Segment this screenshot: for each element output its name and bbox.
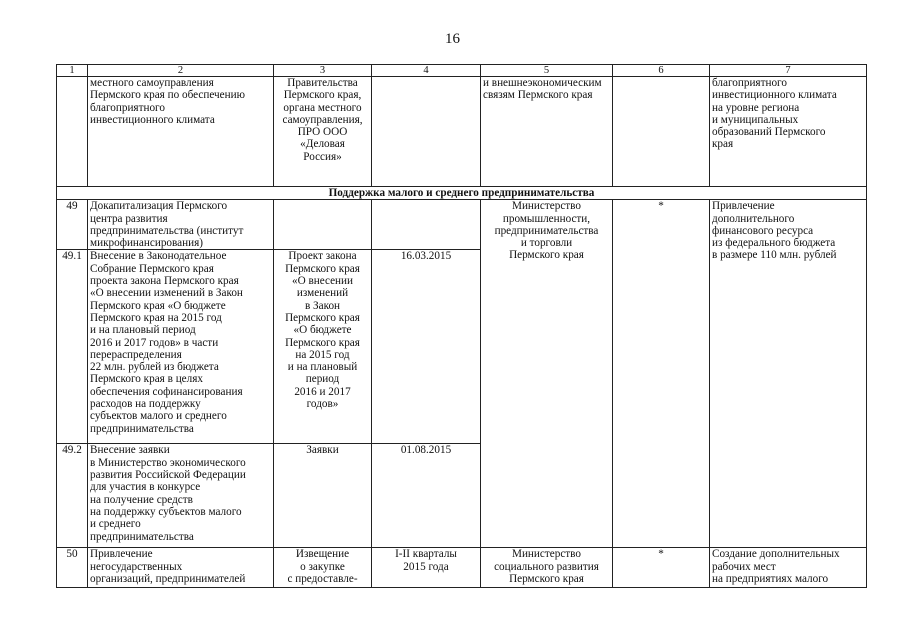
document-cell bbox=[274, 444, 372, 548]
cell-line: и внешнеэкономическим bbox=[483, 77, 602, 89]
cell-line: Заявки bbox=[306, 444, 339, 457]
result-cell bbox=[710, 200, 867, 548]
cell-line: и торговли bbox=[520, 237, 573, 250]
cell-line: Внесение заявки bbox=[90, 444, 170, 457]
deadline-text: 01.08.2015 bbox=[400, 444, 452, 457]
row-number: 49.2 bbox=[62, 444, 82, 457]
result-cell bbox=[710, 548, 867, 588]
row-number-cell bbox=[57, 548, 88, 588]
cell-line: из федерального бюджета bbox=[712, 237, 836, 250]
cell-line: Докапитализация Пермского bbox=[90, 200, 228, 213]
document-cell bbox=[274, 77, 372, 187]
section-heading: Поддержка малого и среднего предпринимательства bbox=[57, 187, 867, 200]
cell-line: Внесение в Законодательное bbox=[90, 250, 227, 263]
cell-line: предпринимательства (институт bbox=[90, 224, 244, 237]
cell-line: и муниципальных bbox=[712, 113, 799, 126]
cell-line: «О бюджете bbox=[293, 324, 352, 337]
cell-line: дополнительного bbox=[712, 212, 795, 225]
cell-line: Пермского края bbox=[509, 249, 584, 262]
col-header: 4 bbox=[372, 65, 481, 77]
cell-line: инвестиционного климата bbox=[90, 113, 215, 126]
cell-line: промышленности, bbox=[502, 212, 591, 225]
cell-line: Пермского края bbox=[285, 336, 360, 349]
col-header: 5 bbox=[481, 65, 613, 77]
cell-line: 22 млн. рублей из бюджета bbox=[90, 361, 219, 374]
cell-line: Пермского края, bbox=[283, 89, 362, 102]
cell-line: организаций, предпринимателей bbox=[90, 573, 246, 586]
col-header: 3 bbox=[274, 65, 372, 77]
cell-line: и среднего bbox=[90, 518, 141, 531]
cell-line: Привлечение bbox=[90, 548, 153, 561]
cell-line: Министерство bbox=[512, 200, 581, 213]
cell-line: на получение средств bbox=[90, 493, 193, 506]
cell-line: 2016 и 2017 годов» в части bbox=[90, 336, 219, 349]
cell-line: с предоставле- bbox=[287, 573, 358, 586]
cell-line: Пермского края в целях bbox=[90, 373, 203, 386]
cell-line: Правительства bbox=[287, 77, 358, 89]
cell-line: Министерство bbox=[512, 548, 581, 561]
measure-cell bbox=[88, 548, 274, 588]
row-number: 49 bbox=[66, 200, 78, 213]
cell-line: годов» bbox=[306, 398, 339, 411]
cell-line: Извещение bbox=[295, 548, 350, 561]
cell-line: связям Пермского края bbox=[483, 89, 593, 102]
cell-line: изменений bbox=[296, 287, 349, 300]
cell-line: предпринимательства bbox=[90, 530, 194, 543]
cell-line: местного самоуправления bbox=[90, 77, 214, 89]
document-cell bbox=[274, 200, 372, 250]
section-row bbox=[57, 187, 867, 200]
column-number-row bbox=[57, 65, 867, 77]
cell-line: благоприятного bbox=[90, 101, 165, 114]
page-number: 16 bbox=[445, 31, 460, 47]
cell-line: Россия» bbox=[303, 150, 342, 163]
cell-line: негосударственных bbox=[90, 560, 183, 573]
responsible-cell bbox=[481, 548, 613, 588]
cell-line: Собрание Пермского края bbox=[90, 262, 214, 275]
cell-line: на поддержку субъектов малого bbox=[90, 505, 242, 518]
deadline-cell bbox=[372, 200, 481, 250]
cell-line: 2016 и 2017 bbox=[294, 385, 351, 398]
cell-line: 2015 года bbox=[403, 560, 449, 573]
financing-cell bbox=[613, 200, 710, 548]
deadline-cell bbox=[372, 548, 481, 588]
document-cell bbox=[274, 250, 372, 444]
financing-text: * bbox=[658, 548, 664, 561]
cell-line: Пермского края bbox=[285, 311, 360, 324]
cell-line: органа местного bbox=[283, 101, 362, 114]
cell-line: о закупке bbox=[300, 560, 345, 573]
responsible-cell bbox=[481, 200, 613, 548]
cell-line: Пермского края «О бюджете bbox=[90, 299, 226, 312]
cell-line: проекта закона Пермского края bbox=[90, 275, 239, 288]
col-header: 2 bbox=[88, 65, 274, 77]
cell-line: предпринимательства bbox=[90, 422, 194, 435]
cell-line: ПРО ООО bbox=[297, 126, 348, 139]
financing-cell bbox=[613, 77, 710, 187]
cell-line: Пермского края по обеспечению bbox=[90, 89, 245, 102]
col-header: 6 bbox=[613, 65, 710, 77]
cell-line: Пермского края bbox=[509, 573, 584, 586]
cell-line: на уровне региона bbox=[712, 101, 800, 114]
cell-line: I-II кварталы bbox=[395, 548, 457, 561]
cell-line: в размере 110 млн. рублей bbox=[712, 249, 837, 262]
cell-line: «Деловая bbox=[300, 138, 345, 151]
cell-line: социального развития bbox=[494, 560, 599, 573]
cell-line: Пермского края bbox=[285, 262, 360, 275]
responsible-cell bbox=[481, 77, 613, 187]
deadline-cell bbox=[372, 444, 481, 548]
cell-line: края bbox=[712, 138, 734, 151]
deadline-cell bbox=[372, 250, 481, 444]
cell-line: в Закон bbox=[304, 299, 341, 312]
cell-line: в Министерство экономического bbox=[90, 456, 246, 469]
cell-line: развития Российской Федерации bbox=[90, 469, 246, 482]
measure-cell bbox=[88, 444, 274, 548]
col-header: 7 bbox=[710, 65, 867, 77]
cell-line: обеспечения софинансирования bbox=[90, 385, 243, 398]
cell-line: инвестиционного климата bbox=[712, 89, 837, 102]
cell-line: «О внесении изменений в Закон bbox=[90, 287, 243, 300]
cell-line: рабочих мест bbox=[712, 560, 776, 573]
deadline-text: 16.03.2015 bbox=[400, 250, 452, 263]
table-row bbox=[57, 200, 867, 250]
result-cell bbox=[710, 77, 867, 187]
cell-line: Создание дополнительных bbox=[712, 548, 840, 561]
financing-cell bbox=[613, 548, 710, 588]
row-number-cell bbox=[57, 200, 88, 250]
measure-cell bbox=[88, 77, 274, 187]
cell-line: и на плановый период bbox=[90, 324, 196, 337]
cell-line: образований Пермского bbox=[712, 126, 826, 139]
cell-line: самоуправления, bbox=[282, 113, 363, 126]
cell-line: субъектов малого и среднего bbox=[90, 410, 227, 423]
cell-line: перераспределения bbox=[90, 348, 182, 361]
cell-line: Привлечение bbox=[712, 200, 775, 213]
deadline-cell bbox=[372, 77, 481, 187]
cell-line: и на плановый bbox=[287, 361, 358, 374]
cell-line: на 2015 год bbox=[295, 348, 350, 361]
cell-line: микрофинансирования) bbox=[90, 237, 203, 250]
col-header: 1 bbox=[57, 65, 88, 77]
row-number-cell bbox=[57, 444, 88, 548]
cell-line: на предприятиях малого bbox=[712, 573, 829, 586]
document-cell bbox=[274, 548, 372, 588]
financing-text: * bbox=[658, 200, 664, 213]
cell-line: предпринимательства bbox=[494, 224, 599, 237]
row-number: 50 bbox=[66, 548, 78, 561]
cell-line: центра развития bbox=[90, 212, 168, 225]
cell-line: Пермского края на 2015 год bbox=[90, 311, 222, 324]
cell-line: Проект закона bbox=[288, 250, 357, 263]
cell-line: период bbox=[305, 373, 340, 386]
cell-line: расходов на поддержку bbox=[90, 398, 201, 411]
measure-cell bbox=[88, 250, 274, 444]
table-row bbox=[57, 548, 867, 588]
table-row bbox=[57, 77, 867, 187]
plan-table bbox=[56, 64, 867, 588]
cell-line: для участия в конкурсе bbox=[90, 481, 201, 494]
row-number: 49.1 bbox=[62, 250, 82, 263]
row-number-cell bbox=[57, 77, 88, 187]
cell-line: финансового ресурса bbox=[712, 224, 814, 237]
cell-line: «О внесении bbox=[291, 275, 353, 288]
measure-cell bbox=[88, 200, 274, 250]
row-number-cell bbox=[57, 250, 88, 444]
cell-line: благоприятного bbox=[712, 77, 787, 89]
